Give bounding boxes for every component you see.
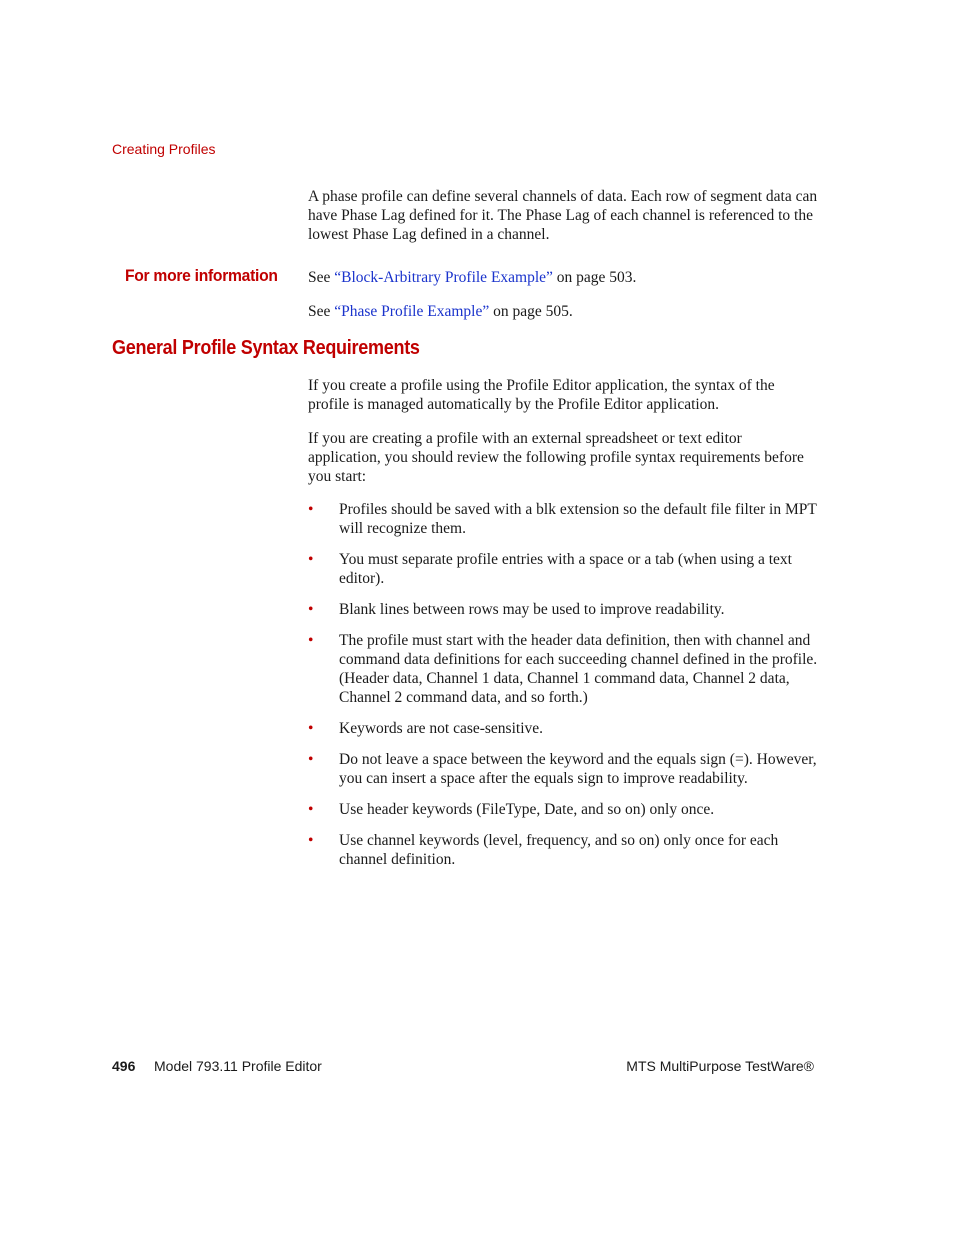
bullet-icon: •: [308, 601, 314, 618]
bullet-icon: •: [308, 751, 314, 768]
bullet-icon: •: [308, 632, 314, 649]
list-item: [308, 500, 823, 538]
list-item: [308, 750, 823, 788]
phase-profile-example-link[interactable]: “Phase Profile Example”: [334, 303, 490, 320]
list-item-text: The profile must start with the header data definition, then with channel and command data definitions for each succeeding channel defined in the profile. (Header data, Channel 1 data, Channel 1 command data, Channel 2 data, Channel 2 command data, and so forth.): [339, 632, 818, 706]
reference-line-1: [308, 268, 818, 287]
running-header: Creating Profiles: [112, 141, 216, 157]
reference-suffix: on page 503.: [552, 269, 637, 286]
section-heading: General Profile Syntax Requirements: [112, 337, 420, 359]
reference-prefix: See: [308, 303, 335, 320]
footer-manual-title: Model 793.11 Profile Editor: [154, 1058, 322, 1074]
bullet-icon: •: [308, 832, 314, 849]
list-item-text: Use channel keywords (level, frequency, and so on) only once for each channel definition.: [339, 832, 779, 868]
footer-product-title: MTS MultiPurpose TestWare®: [626, 1058, 814, 1074]
reference-prefix: See: [308, 269, 335, 286]
list-item: [308, 550, 823, 588]
list-item-text: Do not leave a space between the keyword and the equals sign (=). However, you can insert a space after the equals sign to improve readability.: [339, 751, 817, 787]
list-item: [308, 800, 823, 819]
list-item-text: Use header keywords (FileType, Date, and so on) only once.: [339, 801, 715, 818]
page-number: 496: [112, 1058, 136, 1074]
syntax-requirements-list: [308, 500, 823, 881]
list-item-text: Keywords are not case-sensitive.: [339, 720, 544, 737]
list-item: [308, 719, 823, 738]
reference-line-2: [308, 302, 818, 321]
bullet-icon: •: [308, 501, 314, 518]
list-item: [308, 631, 823, 707]
list-item-text: You must separate profile entries with a space or a tab (when using a text editor).: [339, 551, 792, 587]
bullet-icon: •: [308, 720, 314, 737]
intro-paragraph: A phase profile can define several channels of data. Each row of segment data can have Phase Lag defined for it. The Phase Lag of each channel is referenced to the lowest Phase Lag defined in a channel.: [308, 188, 818, 243]
list-item-text: Profiles should be saved with a blk extension so the default file filter in MPT will recognize them.: [339, 501, 817, 537]
bullet-icon: •: [308, 551, 314, 568]
section-paragraph-1: If you create a profile using the Profile Editor application, the syntax of the profile is managed automatically by the Profile Editor application.: [308, 377, 775, 413]
reference-suffix: on page 505.: [489, 303, 573, 320]
block-arbitrary-example-link[interactable]: “Block-Arbitrary Profile Example”: [334, 269, 553, 286]
list-item: [308, 831, 823, 869]
list-item-text: Blank lines between rows may be used to improve readability.: [339, 601, 725, 618]
section-paragraph-2: If you are creating a profile with an external spreadsheet or text editor application, you should review the following profile syntax requirements before you start:: [308, 430, 804, 485]
bullet-icon: •: [308, 801, 314, 818]
list-item: [308, 600, 823, 619]
more-info-heading: For more information: [125, 266, 278, 285]
